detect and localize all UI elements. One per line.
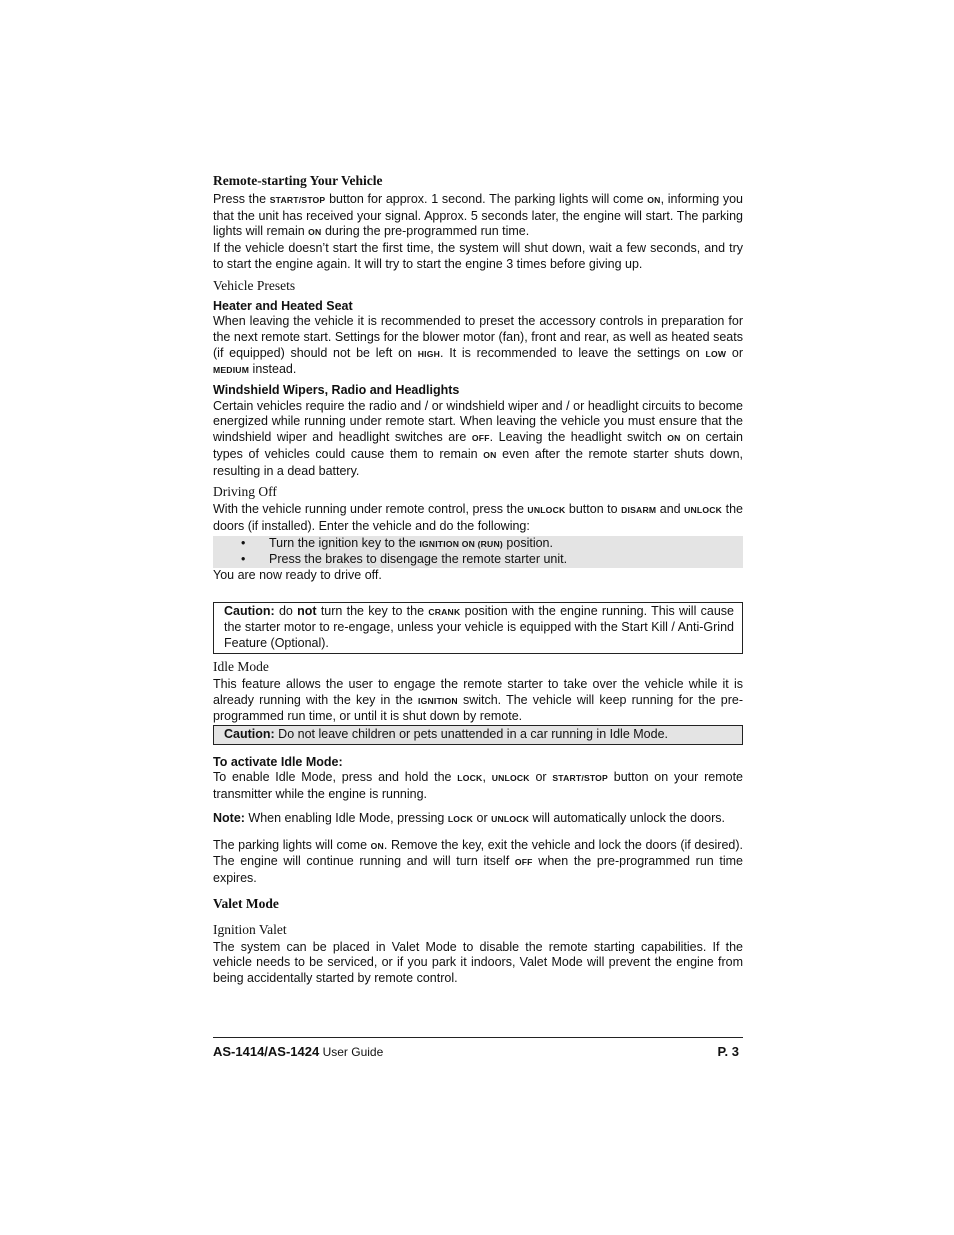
- high-keyword: HIGH: [417, 348, 441, 359]
- on-keyword: ON: [483, 449, 497, 460]
- page-footer: [213, 1037, 743, 1060]
- unlock-keyword: UNLOCK: [491, 773, 530, 784]
- driving-off-steps: [213, 536, 743, 568]
- start-stop-keyword: START/STOP: [269, 195, 326, 205]
- caution-label: Caution:: [224, 726, 275, 741]
- page-number: P. 3: [717, 1044, 739, 1059]
- model-number: AS-1414/AS-1424: [213, 1044, 320, 1059]
- heading-wipers: Windshield Wipers, Radio and Headlights: [213, 383, 460, 398]
- start-stop-keyword: START/STOP: [552, 773, 608, 784]
- heading-heater: Heater and Heated Seat: [213, 298, 353, 313]
- driving-off-paragraph: With the vehicle running under remote control, press the UNLOCK button to DISARM and UNLOCK the doors (if installed). Enter the vehicle and do the following:: [213, 502, 743, 533]
- manual-page: [213, 172, 743, 987]
- note-paragraph: Note: When enabling Idle Mode, pressing LOCK or UNLOCK will automatically unlock the doors.: [213, 810, 725, 825]
- list-item: • Turn the ignition key to the IGNITION ON (RUN) position.: [241, 535, 553, 550]
- heading-activate-idle: To activate Idle Mode:: [213, 754, 343, 769]
- remote-start-retry-paragraph: If the vehicle doesn’t start the first time, the system will shut down, wait a few seconds, and try to start the engine again. It will try to start the engine 3 times before giving up.: [213, 241, 743, 271]
- bullet-icon: •: [241, 552, 246, 567]
- caution-box-crank: Caution: do not turn the key to the CRANK position with the engine running. This will cause the starter motor to re-engage, unless your vehicle is equipped with the Start Kill / Anti-Grind Feature (Optional).: [213, 602, 743, 654]
- crank-keyword: CRANK: [428, 606, 461, 617]
- activate-idle-paragraph: To enable Idle Mode, press and hold the LOCK, UNLOCK or START/STOP button on your remote transmitter while the engine is running.: [213, 770, 743, 802]
- heater-paragraph: When leaving the vehicle it is recommended to preset the accessory controls in preparation for the next remote start. Settings for the blower motor (fan), front and rear, as well as heated seats (if equipped) should not be left on HIGH. It is recommended to leave the settings on LOW or MEDIUM instead.: [213, 314, 743, 377]
- lock-keyword: LOCK: [447, 813, 474, 824]
- lock-keyword: LOCK: [457, 773, 483, 784]
- bullet-icon: •: [241, 535, 246, 550]
- list-item: • Press the brakes to disengage the remote starter unit.: [241, 552, 568, 567]
- valet-paragraph: The system can be placed in Valet Mode to disable the remote starting capabilities. If the vehicle needs to be serviced, or if you park it indoors, Valet Mode will prevent the engine from being accidentally started by remote control.: [213, 939, 743, 986]
- sub-heading-ignition-valet: Ignition Valet: [213, 921, 287, 937]
- guide-label: User Guide: [319, 1045, 384, 1059]
- ignition-on-keyword: IGNITION ON (RUN): [419, 538, 503, 549]
- disarm-keyword: DISARM: [621, 505, 657, 516]
- unlock-keyword: UNLOCK: [527, 505, 566, 516]
- section-heading-remote-start: Remote-starting Your Vehicle: [213, 173, 383, 188]
- on-keyword: ON: [370, 840, 384, 851]
- on-keyword: ON: [647, 195, 661, 205]
- unlock-keyword: UNLOCK: [684, 505, 723, 516]
- sub-heading-vehicle-presets: Vehicle Presets: [213, 277, 296, 293]
- remote-start-paragraph: Press the START/STOP button for approx. 1 second. The parking lights will come ON, informing you that the unit has received your signal. Approx. 5 seconds later, the engine will start. The parking lights will remain ON during the pre-programmed run time.: [213, 192, 743, 239]
- ignition-keyword: IGNITION: [417, 695, 458, 706]
- ready-text: You are now ready to drive off.: [213, 568, 382, 583]
- sub-heading-idle-mode: Idle Mode: [213, 658, 269, 674]
- on-keyword: ON: [308, 227, 322, 238]
- off-keyword: OFF: [471, 433, 490, 444]
- note-label: Note:: [213, 810, 245, 825]
- section-heading-valet: Valet Mode: [213, 895, 279, 911]
- unlock-keyword: UNLOCK: [491, 813, 530, 824]
- off-keyword: OFF: [514, 857, 533, 868]
- on-keyword: ON: [667, 433, 681, 444]
- parking-lights-paragraph: The parking lights will come ON. Remove the key, exit the vehicle and lock the doors (if desired). The engine will continue running and will turn itself OFF when the pre-programmed run time expires.: [213, 837, 743, 885]
- caution-box-idle: Caution: Do not leave children or pets unattended in a car running in Idle Mode.: [213, 725, 743, 745]
- sub-heading-driving-off: Driving Off: [213, 484, 277, 500]
- caution-label: Caution:: [224, 603, 275, 618]
- idle-mode-paragraph: This feature allows the user to engage the remote starter to take over the vehicle while it is already running with the key in the IGNITION switch. The vehicle will keep running for the pre-programmed run time, or until it is shut down by remote.: [213, 676, 743, 724]
- wipers-paragraph: Certain vehicles require the radio and / or windshield wiper and / or headlight circuits to become energized while running under remote start. When leaving the vehicle you must ensure that the windshield wiper and headlight switches are OFF. Leaving the headlight switch ON on certain types of vehicles could cause them to remain ON even after the remote starter shuts down, resulting in a dead battery.: [213, 398, 744, 478]
- medium-keyword: MEDIUM: [213, 365, 250, 376]
- low-keyword: LOW: [705, 348, 727, 359]
